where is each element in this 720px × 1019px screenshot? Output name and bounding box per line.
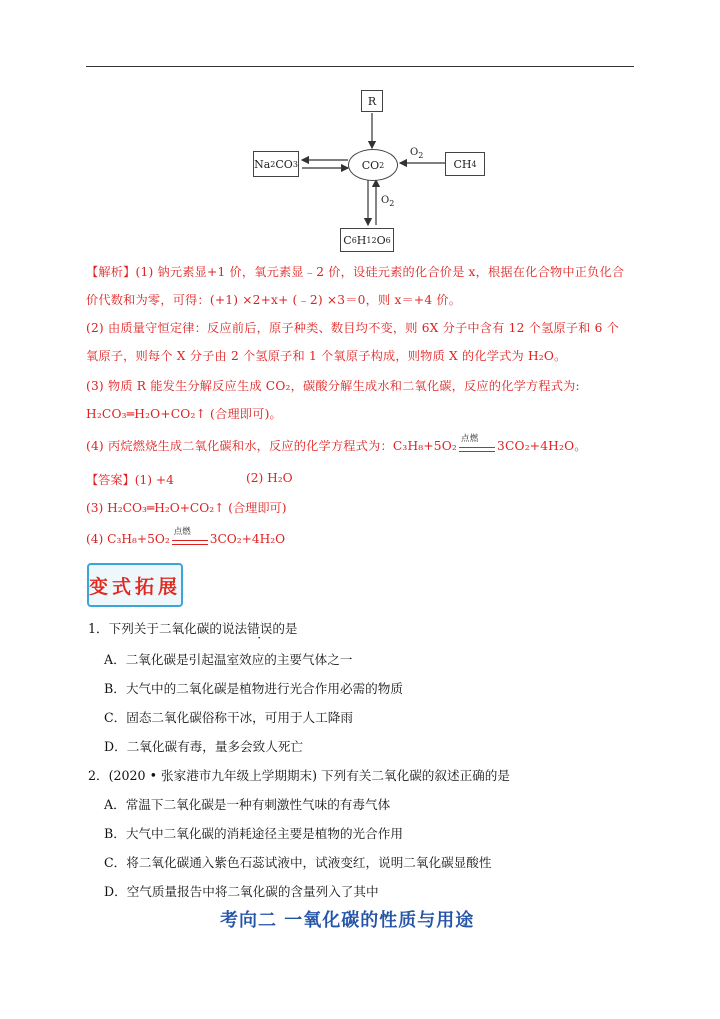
node-ch4: CH 4	[445, 152, 485, 176]
co2-relation-diagram	[240, 85, 500, 255]
emphasis-wrong: 错误	[247, 621, 273, 636]
question-2-option-a: A．常温下二氧化碳是一种有刺激性气味的有毒气体	[104, 797, 391, 812]
ignition-condition: 点燃	[459, 441, 495, 453]
answer-4: (4) C₃H₈+5O₂ 点燃 3CO₂+4H₂O	[86, 526, 286, 546]
equation-right: 3CO₂+4H₂O。	[497, 439, 587, 453]
analysis-line-3: (2) 由质量守恒定律：反应前后，原子种类、数目均不变，则 6X 分子中含有 12 个氢原子和 6 个	[86, 321, 620, 335]
question-1-option-c: C．固态二氧化碳俗称干冰，可用于人工降雨	[104, 710, 353, 725]
question-1-stem: 1．下列关于二氧化碳的说法错误的是	[88, 621, 298, 636]
section-title: 考向二 一氧化碳的性质与用途	[220, 910, 475, 931]
answer-3: (3) H₂CO₃═H₂O+CO₂↑ (合理即可)	[86, 501, 287, 515]
question-2-option-d: D．空气质量报告中将二氧化碳的含量列入了其中	[104, 884, 379, 899]
analysis-line-6: H₂CO₃═H₂O+CO₂↑ (合理即可)。	[86, 407, 282, 421]
answer-ignition-condition: 点燃	[172, 534, 208, 546]
header-rule	[86, 66, 634, 67]
label-o2-glucose: $O_2$	[381, 195, 395, 208]
question-1-option-d: D．二氧化碳有毒，量多会致人死亡	[104, 739, 304, 754]
node-na2co3: Na 2 CO 3	[253, 151, 299, 177]
analysis-line-5: (3) 物质 R 能发生分解反应生成 CO₂，碳酸分解生成水和二氧化碳，反应的化学方程式为:	[86, 379, 580, 393]
question-2-option-c: C．将二氧化碳通入紫色石蕊试液中，试液变红，说明二氧化碳显酸性	[104, 855, 492, 870]
node-c6h12o6: C 6 H 12 O 6	[340, 228, 394, 252]
label-o2-ch4: $O_2$	[410, 147, 424, 160]
answer-2: (2) H₂O	[246, 471, 293, 485]
answer-1: 【答案】(1) +4	[86, 473, 174, 487]
equation-left: (4) 丙烷燃烧生成二氧化碳和水，反应的化学方程式为：C₃H₈+5O₂	[86, 439, 458, 453]
analysis-line-4: 氧原子，则每个 X 分子由 2 个氢原子和 1 个氧原子构成，则物质 X 的化学式为 H₂O。	[86, 349, 567, 363]
analysis-line-7	[86, 433, 587, 454]
question-2-stem: 2．(2020 • 张家港市九年级上学期期末) 下列有关二氧化碳的叙述正确的是	[88, 768, 510, 783]
variant-extension-banner: 变式拓展	[87, 563, 183, 607]
question-1-option-a: A．二氧化碳是引起温室效应的主要气体之一	[104, 652, 353, 667]
question-1-option-b: B．大气中的二氧化碳是植物进行光合作用必需的物质	[104, 681, 403, 696]
analysis-line-2: 价代数和为零，可得：(+1) ×2+x+ (﹣2) ×3＝0，则 x＝+4 价。	[86, 293, 462, 307]
analysis-line-1: 【解析】(1) 钠元素显+1 价，氧元素显﹣2 价，设硅元素的化合价是 x，根据在化合物中正负化合	[86, 265, 625, 279]
question-2-option-b: B．大气中二氧化碳的消耗途径主要是植物的光合作用	[104, 826, 403, 841]
node-co2: CO 2	[348, 149, 398, 181]
node-r: R	[361, 90, 383, 112]
